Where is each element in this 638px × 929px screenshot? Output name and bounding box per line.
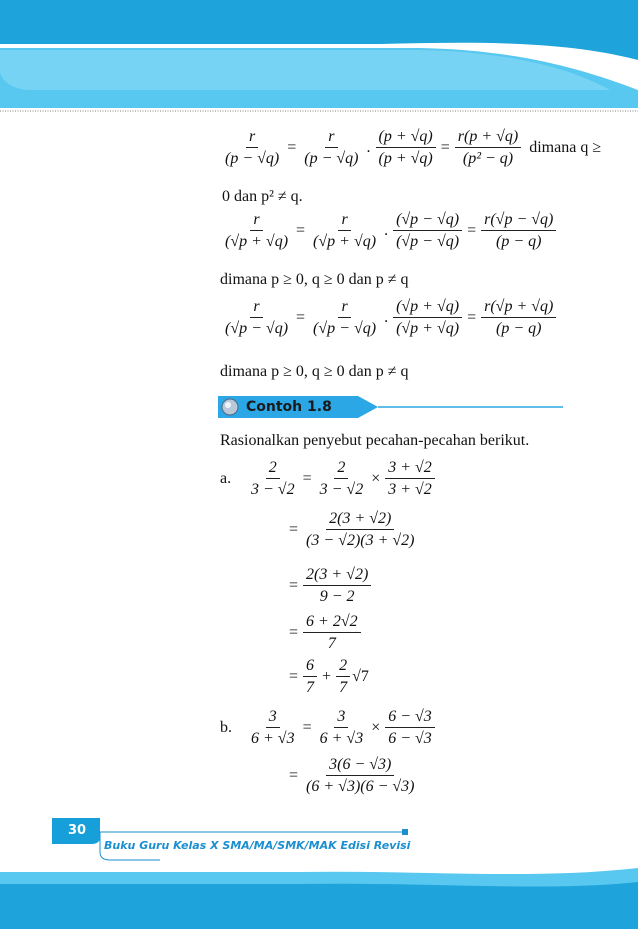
fraction (303, 565, 371, 606)
numerator: (p + √q) (376, 127, 436, 148)
numerator: 3(6 − √3) (326, 755, 394, 776)
denominator: 7 (306, 679, 315, 697)
denominator: (√p + √q) (225, 233, 289, 251)
example-b-label: b. (220, 719, 232, 736)
numerator: r(√p + √q) (481, 297, 556, 318)
denominator: 3 − √2 (319, 481, 364, 499)
fraction (336, 656, 350, 697)
numerator: r (246, 127, 258, 148)
fraction (303, 755, 417, 796)
fraction (393, 297, 462, 338)
fraction (303, 656, 317, 697)
numerator: r(√p − √q) (481, 210, 556, 231)
numerator: 2 (266, 458, 280, 479)
denominator: 6 − √3 (388, 730, 432, 748)
fraction (481, 297, 556, 338)
denominator: (p − q) (496, 320, 542, 338)
denominator: 9 − 2 (319, 588, 355, 606)
denominator: (p − √q) (304, 150, 359, 168)
fraction (248, 707, 298, 748)
fraction (303, 612, 361, 653)
denominator: (√p − √q) (225, 320, 289, 338)
denominator: (p² − q) (462, 150, 514, 168)
denominator: (√p − √q) (396, 233, 460, 251)
numerator: r (250, 210, 262, 231)
numerator: r (338, 210, 350, 231)
numerator: (√p − √q) (393, 210, 462, 231)
denominator: (√p + √q) (313, 233, 377, 251)
denominator: (√p − √q) (313, 320, 377, 338)
denominator: 3 + √2 (388, 481, 432, 499)
root-term: √7 (352, 667, 369, 685)
numerator: 2(3 + √2) (326, 509, 394, 530)
denominator: 3 − √2 (251, 481, 295, 499)
header-banner (0, 0, 638, 115)
example-a-line-4: = $\frac{6 + 2√2}{7}$ (286, 612, 363, 653)
contoh-label: Contoh 1.8 (246, 399, 332, 415)
denominator: 6 + √3 (251, 730, 295, 748)
fraction (222, 297, 291, 338)
numerator: 3 (334, 707, 348, 728)
numerator: r (338, 297, 350, 318)
fraction (248, 458, 298, 499)
fraction (317, 707, 367, 748)
numerator: 2 (336, 656, 350, 677)
denominator: (p − √q) (225, 150, 280, 168)
denominator: (p + √q) (378, 150, 433, 168)
fraction (310, 210, 379, 251)
formula-2-condition: dimana p ≥ 0, q ≥ 0 dan p ≠ q (220, 271, 409, 288)
fraction (301, 127, 361, 168)
fraction (222, 127, 282, 168)
fraction (303, 509, 417, 550)
fraction (376, 127, 436, 168)
denominator: (√p + √q) (396, 320, 460, 338)
fraction (385, 458, 435, 499)
footer-book-title: Buku Guru Kelas X SMA/MA/SMK/MAK Edisi Revisi (104, 839, 411, 852)
formula-2: $\frac{r}{(√p + √q)}$ = $\frac{r}{(√p + √q)}$ . $\frac{(√p - √q)}{(√p - √q)}$ = $\frac{r(√p - √q)}{(p - q)}$ (220, 210, 558, 251)
fraction (222, 210, 291, 251)
numerator: r (250, 297, 262, 318)
numerator: 3 + √2 (385, 458, 435, 479)
fraction (310, 297, 379, 338)
denominator: 6 + √3 (319, 730, 364, 748)
formula-1: $\frac{r}{(p - √q)}$ = $\frac{r}{(p - √q)}$ . $\frac{(p + √q)}{(p + √q)}$ = $\frac{r(p + √q)}{\text{(p² − q)}}$ dimana q ≥ (220, 127, 601, 168)
numerator: 6 (303, 656, 317, 677)
numerator: r(p + √q) (455, 127, 521, 148)
example-a-line-2: = $\frac{2(3 + √2)}{(3 - √2)(3 + √2)}$ (286, 509, 420, 550)
denominator: (p − q) (496, 233, 542, 251)
condition-text: dimana q ≥ (529, 138, 602, 156)
numerator: 2 (334, 458, 348, 479)
numerator: 6 + 2√2 (303, 612, 361, 633)
footer-banner (0, 812, 638, 929)
contoh-intro: Rasionalkan penyebut pecahan-pecahan berikut. (220, 432, 530, 449)
example-a-line-1: $\frac{2}{3 - √2}$ = $\frac{2}{3 - √2}$ × $\frac{3 + √2}{3 + √2}$ (246, 458, 437, 499)
numerator: 3 (266, 707, 280, 728)
fraction (317, 458, 367, 499)
denominator: (3 − √2)(3 + √2) (306, 532, 415, 550)
fraction (481, 210, 556, 251)
numerator: 2(3 + √2) (303, 565, 371, 586)
example-a-line-5: = $\frac{6}{7}$ + $\frac{2}{7}$ √7 (289, 657, 369, 697)
numerator: (√p + √q) (393, 297, 462, 318)
fraction (385, 707, 435, 748)
denominator: 7 (339, 679, 348, 697)
denominator: (6 + √3)(6 − √3) (306, 778, 415, 796)
numerator: r (325, 127, 337, 148)
example-b-line-2: = $\frac{3(6 - √3)}{(6 + √3)(6 - √3)}$ (286, 755, 420, 796)
numerator: 6 − √3 (385, 707, 435, 728)
formula-3-condition: dimana p ≥ 0, q ≥ 0 dan p ≠ q (220, 363, 409, 380)
formula-3: $\frac{r}{(√p - √q)}$ = $\frac{r}{(√p - √q)}$ . $\frac{(√p + √q)}{(√p + √q)}$ = $\frac{r(√p + √q)}{(p - q)}$ (220, 297, 558, 338)
fraction (455, 127, 521, 168)
example-b-line-1: $\frac{3}{6 + √3}$ = $\frac{3}{6 + √3}$ × $\frac{6 - √3}{6 - √3}$ (246, 707, 437, 748)
fraction (393, 210, 462, 251)
page-number: 30 (67, 823, 87, 838)
formula-1-condition: 0 dan p² ≠ q. (222, 188, 303, 205)
example-a-label: a. (220, 470, 232, 487)
denominator: 7 (327, 635, 336, 653)
example-a-line-3: = $\frac{2(3 + √2)}{9 - 2}$ (286, 565, 373, 606)
